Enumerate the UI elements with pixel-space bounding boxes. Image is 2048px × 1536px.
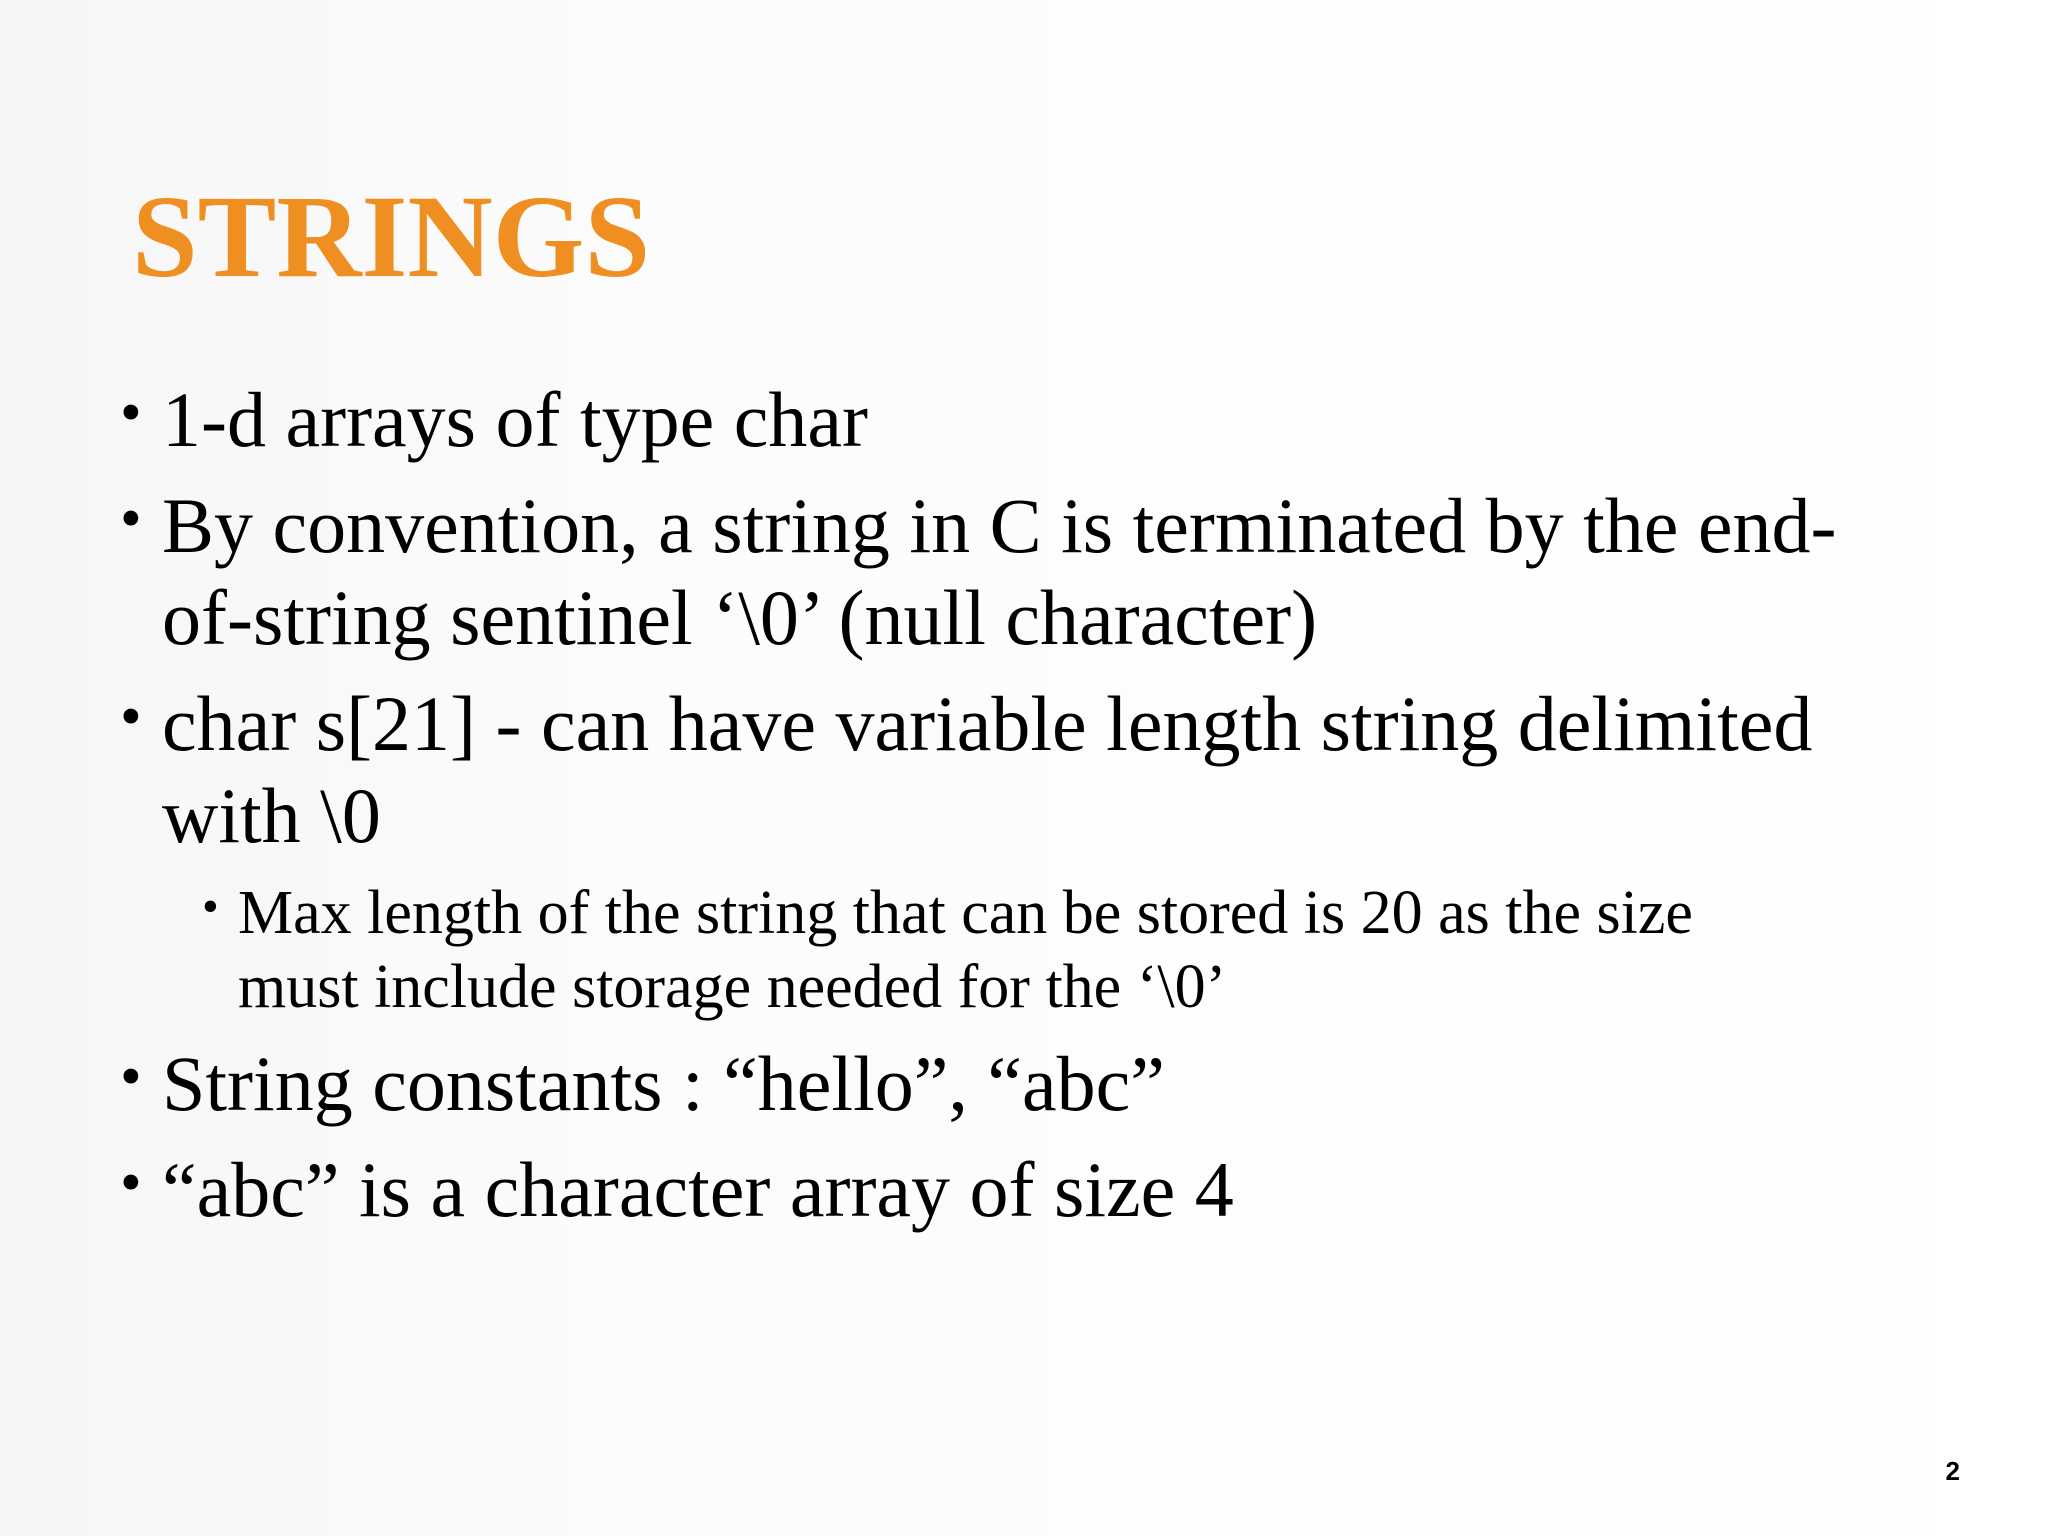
bullet-dot-icon: • xyxy=(120,379,142,447)
slide-title: STRINGS xyxy=(132,171,651,302)
bullet-dot-icon: • xyxy=(120,1149,142,1217)
bullet-text-line: 1-d arrays of type char xyxy=(162,376,868,463)
bullet-text-line: of-string sentinel ‘\0’ (null character) xyxy=(162,574,1318,661)
bullet-item xyxy=(120,1144,1940,1236)
bullet-dot-icon: • xyxy=(120,485,142,553)
bullet-text-line: “abc” is a character array of size 4 xyxy=(162,1146,1234,1233)
bullet-item xyxy=(120,1038,1940,1130)
sub-bullet-item xyxy=(120,876,1940,1024)
bullet-item xyxy=(120,480,1940,664)
bullet-item xyxy=(120,374,1940,466)
bullet-dot-icon: • xyxy=(120,1043,142,1111)
bullet-item xyxy=(120,678,1940,862)
sub-bullet-dot-icon: • xyxy=(202,880,219,933)
bullet-list xyxy=(120,374,1940,1250)
sub-bullet-text-line: Max length of the string that can be stored is 20 as the size xyxy=(238,879,1693,947)
page-number: 2 xyxy=(1945,1456,1960,1486)
bullet-text-line: String constants : “hello”, “abc” xyxy=(162,1040,1165,1127)
bullet-text-line: char s[21] - can have variable length string delimited xyxy=(162,680,1813,767)
bullet-text-line: By convention, a string in C is terminated by the end- xyxy=(162,482,1837,569)
bullet-text-line: with \0 xyxy=(162,772,381,859)
sub-bullet-text-line: must include storage needed for the ‘\0’ xyxy=(238,953,1227,1021)
bullet-dot-icon: • xyxy=(120,683,142,751)
